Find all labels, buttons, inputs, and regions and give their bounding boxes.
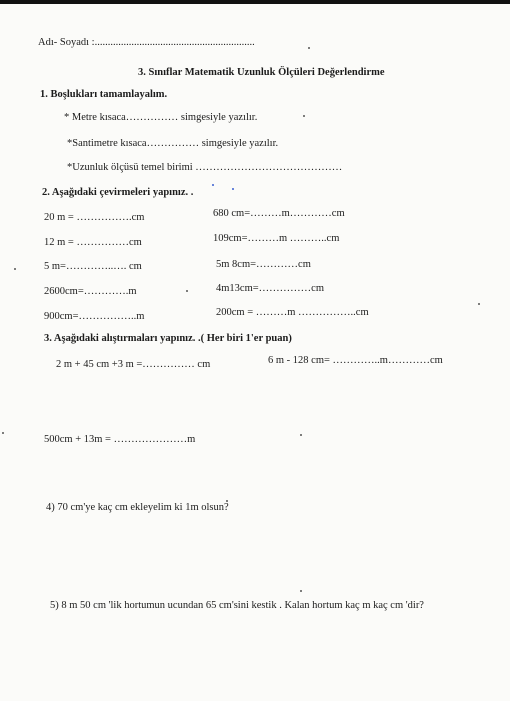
fill-item-3: *Uzunluk ölçüsü temel birimi …………………………………… [67,162,343,173]
exercise-1: 2 m + 45 cm +3 m =…………… cm [56,359,211,370]
question-4: 4) 70 cm'ye kaç cm ekleyelim ki 1m olsun? [46,502,229,513]
scan-speck [303,115,305,117]
scan-top-edge [0,0,510,4]
conversion-right-4: 4m13cm=……………cm [216,283,324,294]
conversion-left-2: 12 m = ……………cm [44,237,142,248]
scan-speck [2,432,4,434]
exercise-3: 500cm + 13m = …………………m [44,434,196,445]
scan-speck [300,590,302,592]
section-3-heading: 3. Aşağıdaki alıştırmaları yapınız. .( Her biri 1'er puan) [44,333,292,344]
section-1-heading: 1. Boşlukları tamamlayalım. [40,89,168,100]
scan-speck [232,188,234,190]
conversion-right-5: 200cm = ………m ……………..cm [216,307,369,318]
scan-speck [212,184,214,186]
exercise-2: 6 m - 128 cm= …………..m…………cm [268,355,443,366]
conversion-left-4: 2600cm=………….m [44,286,137,297]
fill-item-2: *Santimetre kısaca…………… simgesiyle yazılır. [67,138,279,149]
scan-speck [226,500,228,502]
scan-speck [186,290,188,292]
conversion-right-1: 680 cm=………m…………cm [213,208,345,219]
name-field-label: Adı- Soyadı :............................................................. [38,37,255,48]
scan-speck [14,268,16,270]
conversion-left-5: 900cm=……………..m [44,311,145,322]
scan-speck [300,434,302,436]
page-title: 3. Sınıflar Matematik Uzunluk Ölçüleri Değerlendirme [138,67,385,78]
scan-speck [478,303,480,305]
question-5: 5) 8 m 50 cm 'lik hortumun ucundan 65 cm'sini kestik . Kalan hortum kaç m kaç cm 'dir? [50,600,424,611]
conversion-right-2: 109cm=………m ………..cm [213,233,340,244]
conversion-left-3: 5 m=…………..…. cm [44,261,142,272]
section-2-heading: 2. Aşağıdaki çevirmeleri yapınız. . [42,187,194,198]
scan-speck [308,47,310,49]
fill-item-1: * Metre kısaca…………… simgesiyle yazılır. [64,112,258,123]
conversion-right-3: 5m 8cm=…………cm [216,259,311,270]
conversion-left-1: 20 m = …………….cm [44,212,145,223]
